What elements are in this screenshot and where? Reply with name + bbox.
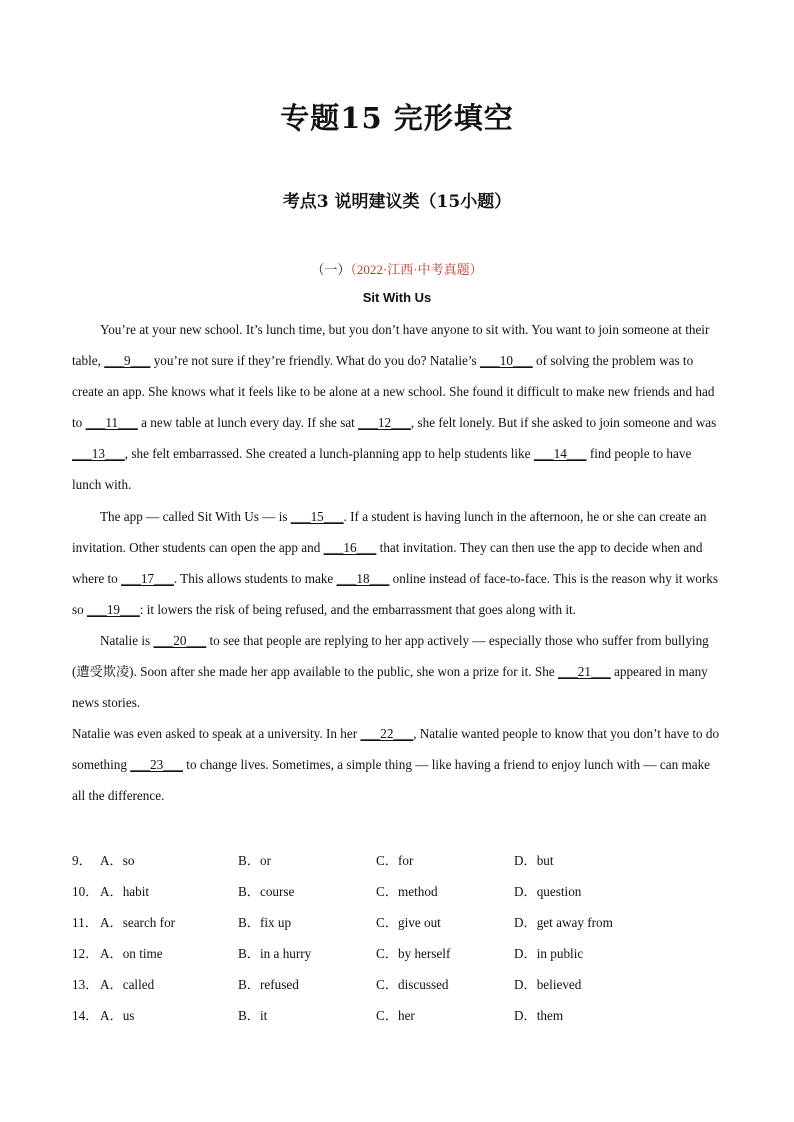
passage-text: : it lowers the risk of being refused, and the embarrassment that goes along with it. xyxy=(139,601,576,617)
answer-options xyxy=(72,845,722,1032)
passage-text: , Natalie wanted people to know that you don’t have to do something xyxy=(72,726,720,773)
cloze-blank: ___21___ xyxy=(557,664,611,680)
question-number: 13． xyxy=(72,977,99,993)
cloze-blank: ___16___ xyxy=(323,539,377,555)
answer-option: C．discussed xyxy=(376,977,449,993)
answer-option: A．search for xyxy=(100,915,176,931)
source-prefix: （一） xyxy=(311,262,351,277)
answer-option: D．get away from xyxy=(514,915,613,931)
passage-text: that invitation. They can then use the app to decide when and where to xyxy=(72,539,703,586)
passage-text: find people to have lunch with. xyxy=(72,446,692,493)
section-subtitle: 考点3 说明建议类（15小题） xyxy=(282,192,512,212)
passage-title: Sit With Us xyxy=(362,290,432,305)
cloze-blank: ___23___ xyxy=(130,757,183,773)
passage-paragraph xyxy=(72,718,722,811)
cloze-blank: ___12___ xyxy=(358,415,411,431)
passage-text: Natalie is xyxy=(100,632,154,648)
passage-text: to see that people are replying to her app actively — especially those who suffer from bullying (遭受欺凌). Soon after she made her app available to the public, she won a prize for it. She xyxy=(72,632,709,680)
passage-text: , she felt embarrassed. She created a lunch-planning app to help students like xyxy=(124,446,534,462)
answer-option: C．by herself xyxy=(376,946,451,962)
passage-text: . This allows students to make xyxy=(173,570,337,586)
cloze-blank: ___19___ xyxy=(87,601,140,617)
question-number: 10． xyxy=(72,884,99,900)
question-row xyxy=(72,1000,722,1031)
cloze-blank: ___14___ xyxy=(533,446,587,462)
passage-text: , she felt lonely. But if she asked to join someone and was xyxy=(410,415,717,431)
cloze-blank: ___15___ xyxy=(290,508,344,524)
passage-text: online instead of face-to-face. This is the reason why it works so xyxy=(72,570,718,617)
cloze-blank: ___9___ xyxy=(104,353,151,369)
cloze-blank: ___13___ xyxy=(72,446,125,462)
passage-paragraph xyxy=(72,625,722,718)
answer-option: A．so xyxy=(100,853,135,868)
answer-option: C．her xyxy=(376,1008,415,1024)
answer-option: A．called xyxy=(100,977,155,993)
answer-option: D．believed xyxy=(514,977,582,993)
cloze-blank: ___10___ xyxy=(479,353,533,369)
question-number: 9． xyxy=(72,853,92,868)
passage-body xyxy=(72,314,722,812)
answer-option: D．question xyxy=(514,884,582,900)
question-row xyxy=(72,969,722,1000)
passage-text: of solving the problem was to create an app. She knows what it feels like to be alone at a new school. She found it difficult to make new friends and had to xyxy=(72,353,715,431)
cloze-blank: ___17___ xyxy=(121,570,174,586)
passage-text: you’re not sure if they’re friendly. What do you do? Natalie’s xyxy=(150,353,480,369)
answer-option: A．us xyxy=(100,1008,135,1024)
question-number: 14． xyxy=(72,1008,99,1024)
question-source xyxy=(0,259,794,278)
passage-text: to change lives. Sometimes, a simple thing — like having a friend to enjoy lunch with — can make all the difference. xyxy=(72,757,711,804)
answer-option: C．method xyxy=(376,884,438,900)
passage-text: a new table at lunch every day. If she sat xyxy=(137,415,359,431)
answer-option: C．give out xyxy=(376,915,441,931)
question-row xyxy=(72,938,722,969)
passage-paragraph xyxy=(72,501,722,625)
question-number: 11． xyxy=(72,915,98,931)
answer-option: A．habit xyxy=(100,884,150,900)
answer-option: B．or xyxy=(238,853,271,868)
answer-option: D．them xyxy=(514,1008,564,1024)
answer-option: D．in public xyxy=(514,946,584,962)
answer-option: B．course xyxy=(238,884,295,900)
cloze-blank: ___11___ xyxy=(85,415,138,431)
passage-text: appeared in many news stories. xyxy=(72,664,708,711)
source-text: （2022·江西·中考真题） xyxy=(350,262,483,277)
document-title: 专题15 完形填空 xyxy=(280,101,514,135)
question-row xyxy=(72,907,722,938)
passage-text: Natalie was even asked to speak at a university. In her xyxy=(72,726,361,742)
passage-text: The app — called Sit With Us — is xyxy=(100,508,291,524)
question-number: 12． xyxy=(72,946,99,962)
answer-option: D．but xyxy=(514,853,554,868)
passage-text: You’re at your new school. It’s lunch time, but you don’t have anyone to sit with. You want to join someone at their table, xyxy=(72,322,710,369)
cloze-blank: ___18___ xyxy=(336,570,390,586)
question-row xyxy=(72,845,722,876)
cloze-blank: ___20___ xyxy=(153,632,207,648)
answer-option: B．it xyxy=(238,1008,268,1024)
answer-option: B．refused xyxy=(238,977,299,993)
passage-paragraph xyxy=(72,314,722,501)
answer-option: C．for xyxy=(376,853,414,868)
question-row xyxy=(72,876,722,907)
answer-option: A．on time xyxy=(100,946,163,962)
answer-option: B．in a hurry xyxy=(238,946,312,962)
cloze-blank: ___22___ xyxy=(360,726,414,742)
passage-text: . If a student is having lunch in the afternoon, he or she can create an invitation. Other students can open the app and xyxy=(72,508,707,555)
answer-option: B．fix up xyxy=(238,915,292,931)
